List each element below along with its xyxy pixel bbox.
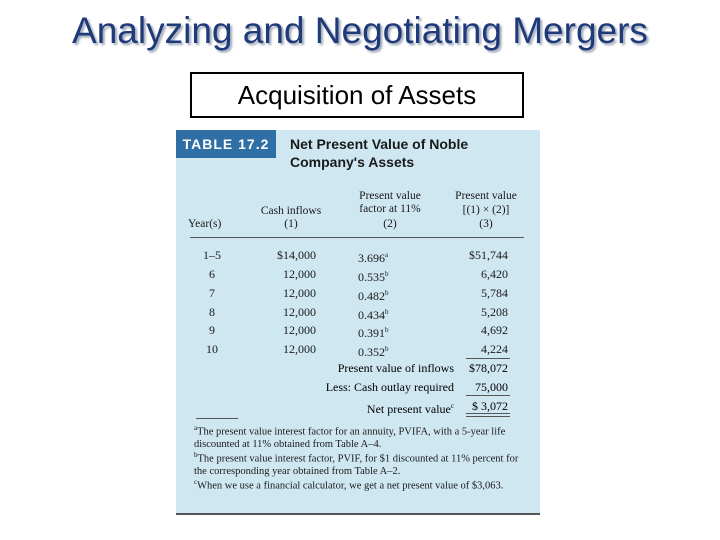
table-cell-year: 6	[209, 267, 215, 281]
header-pv-num: (3)	[479, 218, 493, 230]
footnote-b: $^b$The present value interest factor, PVIF, for $1 discounted at 11% percent for the corresponding year obtained from Table A–2.	[194, 451, 519, 477]
table-cell-cash: 12,000	[283, 305, 316, 319]
table-cell-cash: 12,000	[283, 286, 316, 300]
table-cell-year: 8	[209, 305, 215, 319]
table-cell-year: 10	[206, 342, 218, 356]
subtotal-rule	[466, 358, 510, 359]
npv-double-rule-2	[466, 416, 510, 417]
table-cell-pv: 6,420	[481, 267, 508, 281]
table-cell-year: 9	[209, 323, 215, 337]
header-cash-num: (1)	[284, 218, 298, 230]
slide-title: Analyzing and Negotiating Mergers	[72, 10, 648, 51]
summary-label-outlay: Less: Cash outlay required	[325, 380, 454, 394]
table-cell-year: 1–5	[203, 248, 221, 262]
table-cell-pv: 4,692	[481, 323, 508, 337]
table-cell-pv: 5,208	[481, 305, 508, 319]
footnote-a: $^a$The present value interest factor for an annuity, PVIFA, with a 5-year life discounted at 11% obtained from Table A–4.	[194, 424, 506, 450]
table-cell-cash: $14,000	[277, 248, 316, 262]
table-cell-cash: 12,000	[283, 342, 316, 356]
table-cell-pv: $51,744	[469, 248, 508, 262]
summary-label-npv: Net present value$^c$	[366, 402, 454, 416]
table-cell-year: 7	[209, 286, 215, 300]
summary-label-inflows: Present value of inflows	[337, 361, 454, 375]
table-caption: Net Present Value of Noble Company's Assets	[290, 136, 469, 170]
footnote-rule	[196, 418, 238, 419]
outlay-rule	[466, 395, 510, 396]
header-factor: Present value factor at 11%	[359, 190, 421, 215]
header-pv-formula: [(1) × (2)]	[462, 204, 510, 216]
table-label: TABLE 17.2	[176, 130, 276, 158]
table-cell-factor: 3.696$^a$	[358, 251, 389, 265]
header-pv: Present value	[455, 190, 517, 202]
table-cell-cash: 12,000	[283, 323, 316, 337]
table-panel	[176, 130, 540, 515]
table-cell-factor: 0.434$^b$	[358, 308, 389, 322]
subtitle-box: Acquisition of Assets	[190, 72, 524, 118]
npv-double-rule-1	[466, 413, 510, 414]
header-cash: Cash inflows	[260, 205, 322, 217]
footnote-c: $^c$When we use a financial calculator, we get a net present value of $3,063.	[194, 478, 504, 492]
table-cell-factor: 0.352$^b$	[358, 345, 389, 359]
header-factor-num: (2)	[383, 218, 397, 230]
table-cell-factor: 0.482$^b$	[358, 289, 389, 303]
table-cell-pv: 4,224	[481, 342, 508, 356]
table-cell-pv: 5,784	[481, 286, 508, 300]
table-cell-factor: 0.535$^b$	[358, 270, 389, 284]
header-year: Year(s)	[188, 218, 222, 230]
table-cell-cash: 12,000	[283, 267, 316, 281]
header-rule	[190, 237, 524, 238]
summary-value-outlay: 75,000	[475, 380, 508, 394]
summary-value-npv: $ 3,072	[472, 399, 508, 413]
table-cell-factor: 0.391$^b$	[358, 326, 389, 340]
summary-value-inflows: $78,072	[469, 361, 508, 375]
